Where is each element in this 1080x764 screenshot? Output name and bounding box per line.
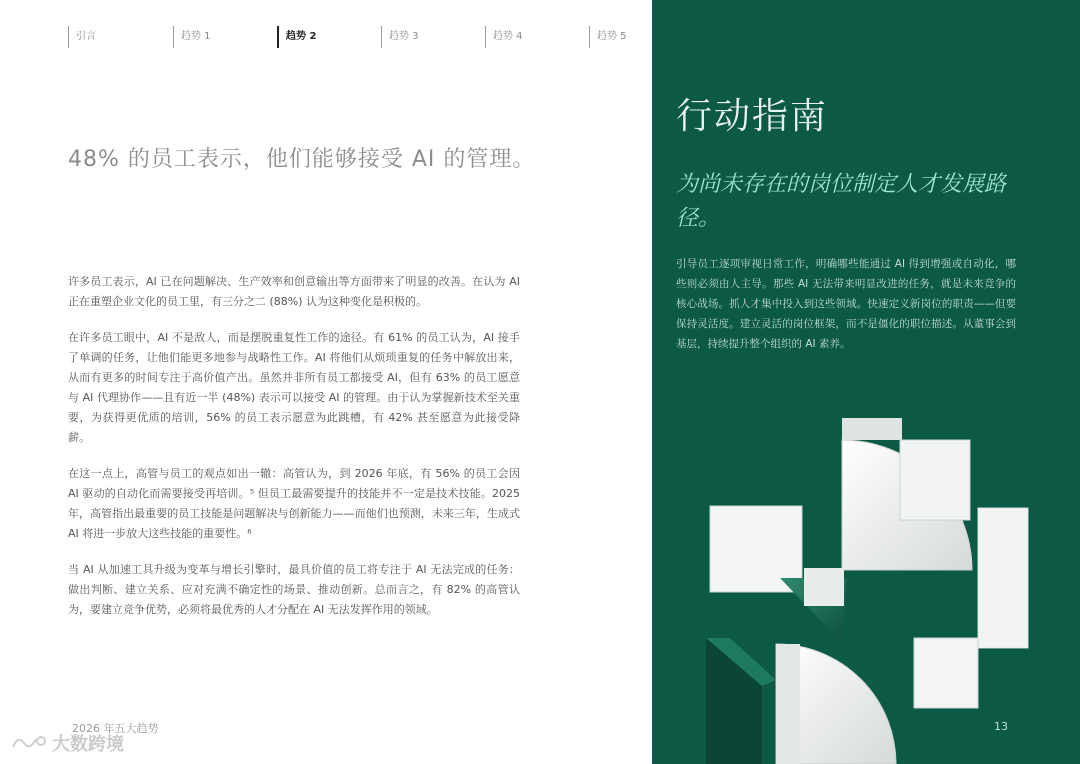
- footer-title: 2026 年五大趋势: [72, 722, 159, 735]
- tab-trend-3[interactable]: 趋势 3: [381, 26, 419, 48]
- page-number: 13: [994, 720, 1008, 733]
- section-tabs: [68, 26, 628, 50]
- tab-trend-5[interactable]: 趋势 5: [589, 26, 627, 48]
- tab-intro[interactable]: 引言: [68, 26, 96, 48]
- panel-subtitle: 为尚未存在的岗位制定人才发展路径。: [676, 172, 1007, 231]
- body-text: [68, 272, 520, 636]
- watermark-text: 大数跨境: [52, 734, 124, 755]
- tab-trend-2[interactable]: 趋势 2: [277, 26, 316, 48]
- watermark-logo-icon: [10, 733, 48, 751]
- tab-trend-1[interactable]: 趋势 1: [173, 26, 211, 48]
- paragraph: 在这一点上，高管与员工的观点如出一辙：高管认为，到 2026 年底，有 56% 的员工会因 AI 驱动的自动化而需要接受再培训。⁵ 但员工最需要提升的技能并不一定是技术技能。2025 年，高管指出最重要的员工技能是问题解决与创新能力——而他们也预测，未来三年，生成式 AI 将进一步放大这些技能的重要性。⁶: [68, 467, 520, 540]
- action-panel: [652, 0, 1080, 764]
- tab-trend-4[interactable]: 趋势 4: [485, 26, 523, 48]
- paragraph: 许多员工表示，AI 已在问题解决、生产效率和创意输出等方面带来了明显的改善。在认为 AI 正在重塑企业文化的员工里，有三分之二 (88%) 认为这种变化是积极的。: [68, 275, 520, 308]
- paragraph: 当 AI 从加速工具升级为变革与增长引擎时，最具价值的员工将专注于 AI 无法完成的任务：做出判断、建立关系、应对充满不确定性的场景、推动创新。总而言之，有 82% 的高管认为，要建立竞争优势，必须将最优秀的人才分配在 AI 无法发挥作用的领域。: [68, 563, 520, 616]
- panel-body: 引导员工逐项审视日常工作，明确哪些能通过 AI 得到增强或自动化，哪些则必须由人主导。那些 AI 无法带来明显改进的任务，就是未来竞争的核心战场。抓人才集中投入到这些领域。快速定义新岗位的职责——但要保持灵活度。建立灵活的岗位框架，而不是僵化的职位描述。从董事会到基层，持续提升整个组织的 AI 素养。: [676, 258, 1016, 350]
- paragraph: 在许多员工眼中，AI 不是敌人，而是摆脱重复性工作的途径。有 61% 的员工认为，AI 接手了单调的任务，让他们能更多地参与战略性工作。AI 将他们从烦琐重复的任务中解放出来，从而有更多的时间专注于高价值产出。虽然并非所有员工都接受 AI，但有 63% 的员工愿意与 AI 代理协作——且有近一半 (48%) 表示可以接受 AI 的管理。由于认为掌握新技术至关重要，为获得更优质的培训，56% 的员工表示愿意为此跳槽，有 42% 甚至愿意为此接受降薪。: [68, 331, 520, 444]
- abstract-blocks-illustration: [692, 418, 1032, 764]
- page-headline: 48% 的员工表示，他们能够接受 AI 的管理。: [68, 147, 536, 172]
- panel-title: 行动指南: [676, 96, 829, 138]
